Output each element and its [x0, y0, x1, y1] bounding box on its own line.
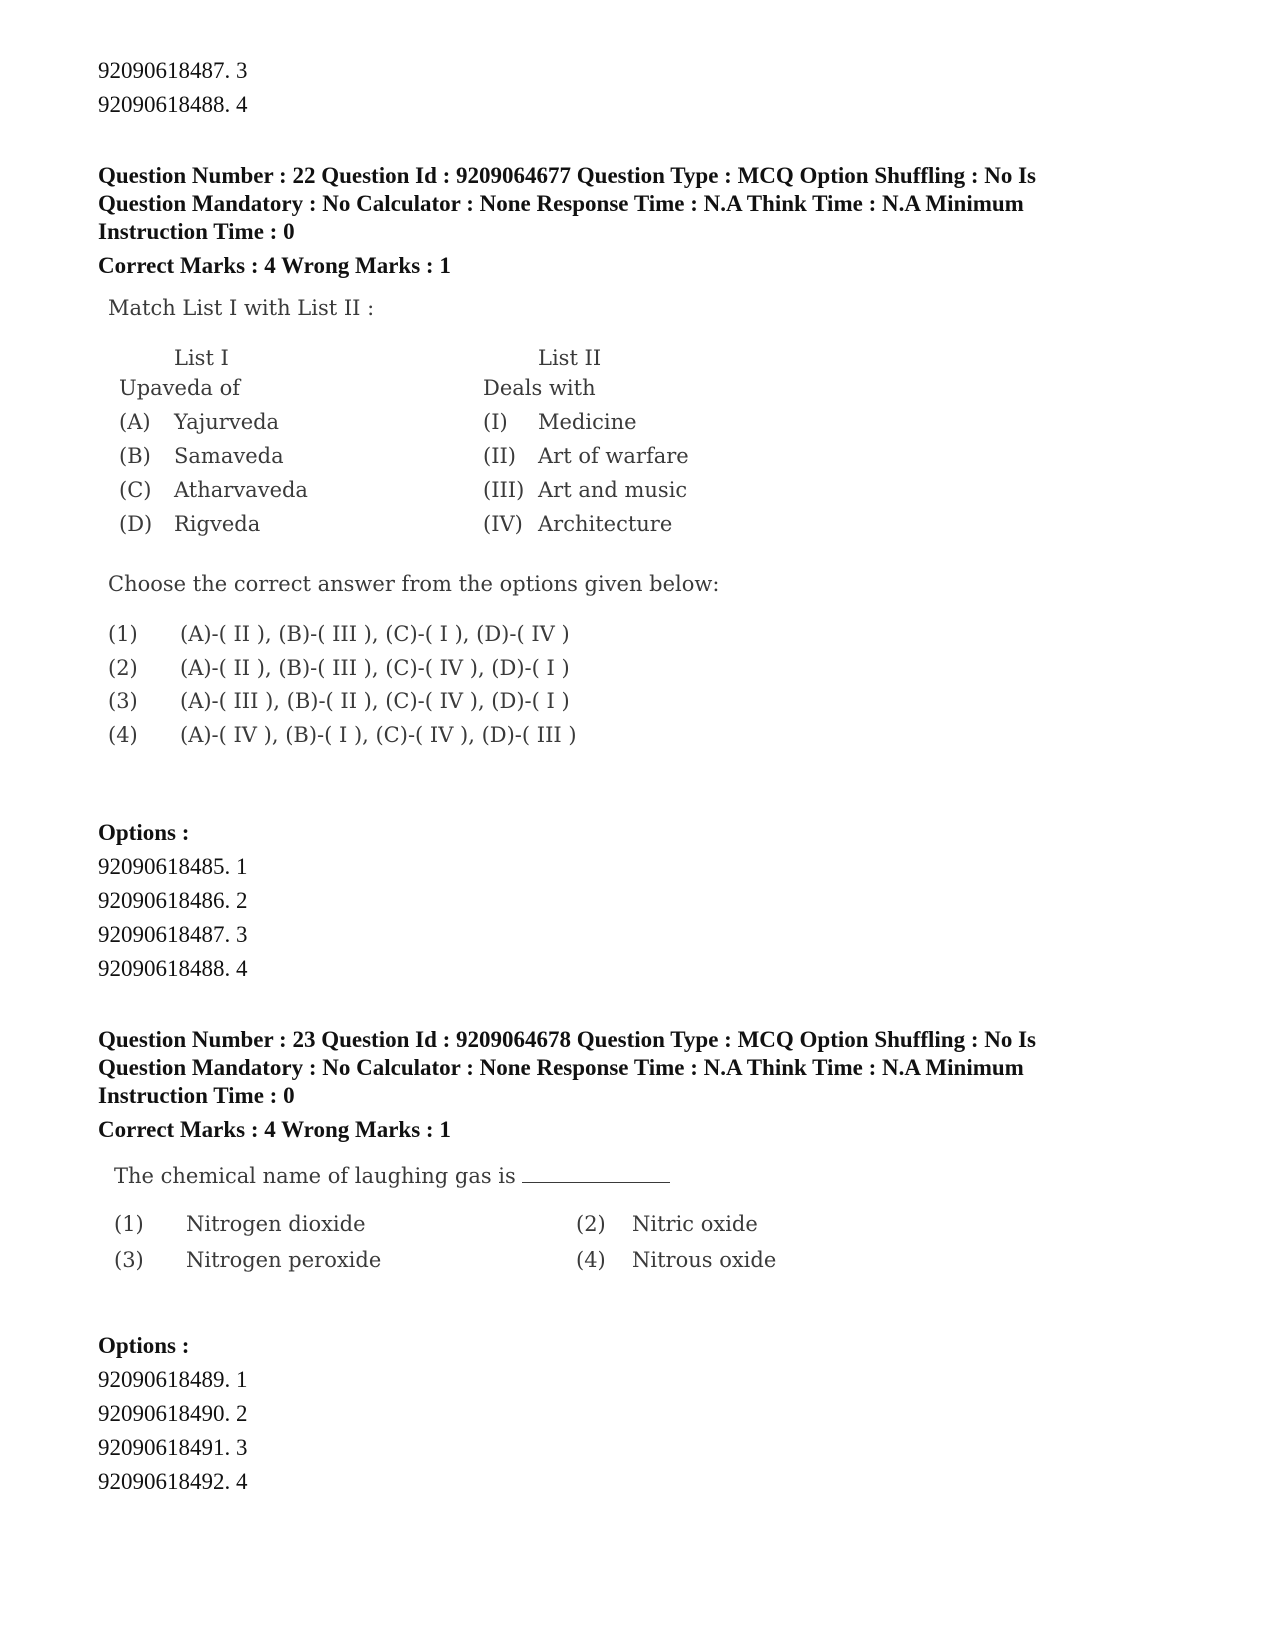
choice-text: Nitrogen dioxide	[186, 1212, 366, 1236]
q23-options	[98, 1363, 1178, 1499]
answer-text: (A)-( II ), (B)-( III ), (C)-( IV ), (D)-( I )	[180, 656, 570, 680]
q23-options-title: Options :	[98, 1333, 190, 1358]
list1-item: Yajurveda	[174, 410, 280, 434]
answer-text: (A)-( III ), (B)-( II ), (C)-( IV ), (D)-( I )	[180, 689, 570, 713]
option-line: 92090618490. 2	[98, 1401, 248, 1426]
list2-item: Medicine	[538, 410, 637, 434]
choice-text: Nitric oxide	[632, 1212, 758, 1236]
q23-question-text	[114, 1164, 670, 1188]
option-line: 92090618487. 3	[98, 58, 248, 83]
list1-label: (D)	[119, 512, 153, 536]
option-line: 92090618485. 1	[98, 854, 248, 879]
list2-item: Architecture	[538, 512, 673, 536]
q22-choose-text: Choose the correct answer from the options given below:	[108, 572, 720, 596]
q23-marks: Correct Marks : 4 Wrong Marks : 1	[98, 1117, 451, 1142]
answer-label: (2)	[108, 656, 138, 680]
list1-item: Samaveda	[174, 444, 284, 468]
list2-label: (IV)	[483, 512, 523, 536]
choice-text: Nitrogen peroxide	[186, 1248, 382, 1272]
option-line: 92090618488. 4	[98, 956, 248, 981]
q23-question-image	[98, 1164, 1178, 1329]
list2-item: Art and music	[538, 478, 688, 502]
list2-label: (I)	[483, 410, 508, 434]
top-options	[98, 54, 1178, 122]
choice-label: (1)	[114, 1212, 144, 1236]
option-line: 92090618487. 3	[98, 922, 248, 947]
list2-label: (II)	[483, 444, 516, 468]
list2-label: (III)	[483, 478, 525, 502]
q22-question-image	[98, 296, 1178, 816]
list1-item: Atharvaveda	[174, 478, 308, 502]
list2-title: List II	[538, 346, 602, 370]
option-line: 92090618489. 1	[98, 1367, 248, 1392]
q23-question-label: The chemical name of laughing gas is	[114, 1164, 516, 1188]
list1-title: List I	[174, 346, 229, 370]
list1-label: (C)	[119, 478, 152, 502]
option-line: 92090618491. 3	[98, 1435, 248, 1460]
list1-item: Rigveda	[174, 512, 261, 536]
list2-item: Art of warfare	[538, 444, 689, 468]
option-line: 92090618486. 2	[98, 888, 248, 913]
answer-label: (1)	[108, 622, 138, 646]
q22-intro: Match List I with List II :	[108, 296, 375, 320]
q22-options-title: Options :	[98, 820, 190, 845]
choice-text: Nitrous oxide	[632, 1248, 777, 1272]
option-line: 92090618492. 4	[98, 1469, 248, 1494]
choice-label: (4)	[576, 1248, 606, 1272]
document-page	[98, 54, 1178, 1499]
list1-label: (A)	[119, 410, 151, 434]
q22-options	[98, 850, 1178, 986]
list1-subtitle: Upaveda of	[119, 376, 241, 400]
answer-blank	[522, 1164, 670, 1183]
answer-text: (A)-( II ), (B)-( III ), (C)-( I ), (D)-( IV )	[180, 622, 570, 646]
answer-label: (4)	[108, 723, 138, 747]
q22-marks: Correct Marks : 4 Wrong Marks : 1	[98, 253, 451, 278]
choice-label: (2)	[576, 1212, 606, 1236]
q23-header: Question Number : 23 Question Id : 9209064678 Question Type : MCQ Option Shuffling : No Is Question Mandatory : No Calculator : None Response Time : N.A Think Time : N.A Minimum Instruction Time : 0	[98, 1027, 1037, 1108]
answer-text: (A)-( IV ), (B)-( I ), (C)-( IV ), (D)-( III )	[180, 723, 577, 747]
q22-header: Question Number : 22 Question Id : 9209064677 Question Type : MCQ Option Shuffling : No Is Question Mandatory : No Calculator : None Response Time : N.A Think Time : N.A Minimum Instruction Time : 0	[98, 163, 1037, 244]
list2-subtitle: Deals with	[483, 376, 596, 400]
option-line: 92090618488. 4	[98, 92, 248, 117]
list1-label: (B)	[119, 444, 151, 468]
choice-label: (3)	[114, 1248, 144, 1272]
answer-label: (3)	[108, 689, 138, 713]
